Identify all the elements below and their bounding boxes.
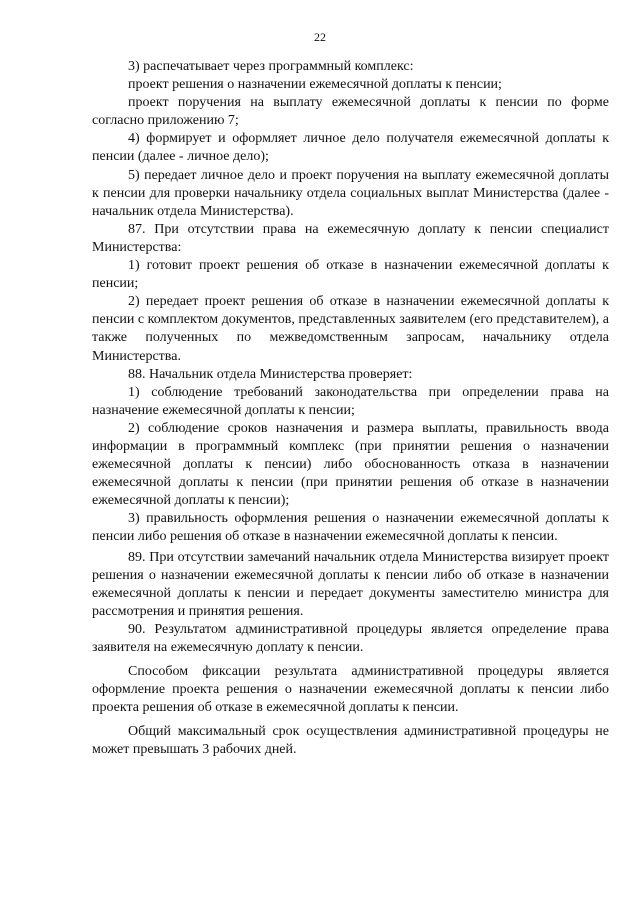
paragraph-fixation-method: Способом фиксации результата административной процедуры является оформление проекта решения о назначении ежемесячной доплаты к пенсии либо проекта решения об отказе в ежемесячной доплаты к пенсии. xyxy=(92,664,609,716)
paragraph-item-5-transfer: 5) передает личное дело и проект поручения на выплату ежемесячной доплаты к пенсии для проверки начальнику отдела социальных выплат Министерства (далее - начальник отдела Министерства). xyxy=(92,167,609,219)
paragraph-clause-89: 89. При отсутствии замечаний начальник отдела Министерства визирует проект решения о назначении ежемесячной доплаты к пенсии либо об отказе в назначении ежемесячной доплаты к пенсии и передает документы заместителю министра для рассмотрения и принятия решения. xyxy=(92,549,609,619)
paragraph-item-3-printing: 3) распечатывает через программный комплекс: xyxy=(128,59,414,74)
paragraph-clause-90: 90. Результатом административной процедуры является определение права заявителя на ежемесячную доплату к пенсии. xyxy=(92,621,609,655)
paragraph-item-4-personal-file: 4) формирует и оформляет личное дело получателя ежемесячной доплаты к пенсии (далее - личное дело); xyxy=(92,131,609,165)
paragraph-88-item-3: 3) правильность оформления решения о назначении ежемесячной доплаты к пенсии либо решения об отказе в назначении ежемесячной доплаты к пенсии. xyxy=(92,511,609,545)
paragraph-project-decision: проект решения о назначении ежемесячной доплаты к пенсии; xyxy=(128,77,502,93)
document-body xyxy=(92,58,609,760)
paragraph-clause-87: 87. При отсутствии права на ежемесячную доплату к пенсии специалист Министерства: xyxy=(92,221,609,255)
paragraph-87-item-2: 2) передает проект решения об отказе в назначении ежемесячной доплаты к пенсии с комплектом документов, представленных заявителем (его представителем), а также полученных по межведомственным запросам, начальнику отдела Министерства. xyxy=(92,294,609,364)
paragraph-project-order: проект поручения на выплату ежемесячной доплаты к пенсии по форме согласно приложению 7; xyxy=(92,95,609,129)
paragraph-87-item-1: 1) готовит проект решения об отказе в назначении ежемесячной доплаты к пенсии; xyxy=(92,258,609,292)
paragraph-88-item-1: 1) соблюдение требований законодательства при определении права на назначение ежемесячной доплаты к пенсии; xyxy=(92,384,609,418)
page-number: 22 xyxy=(314,30,326,44)
paragraph-max-term: Общий максимальный срок осуществления административной процедуры не может превышать 3 рабочих дней. xyxy=(92,724,609,758)
paragraph-88-item-2: 2) соблюдение сроков назначения и размера выплаты, правильность ввода информации в программный комплекс (при принятии решения о назначении ежемесячной доплаты к пенсии) либо обоснованность отказа в назначении ежемесячной доплаты к пенсии (при принятии решения об отказе в назначении ежемесячной доплаты к пенсии); xyxy=(92,420,609,509)
paragraph-clause-88: 88. Начальник отдела Министерства проверяет: xyxy=(128,366,413,382)
